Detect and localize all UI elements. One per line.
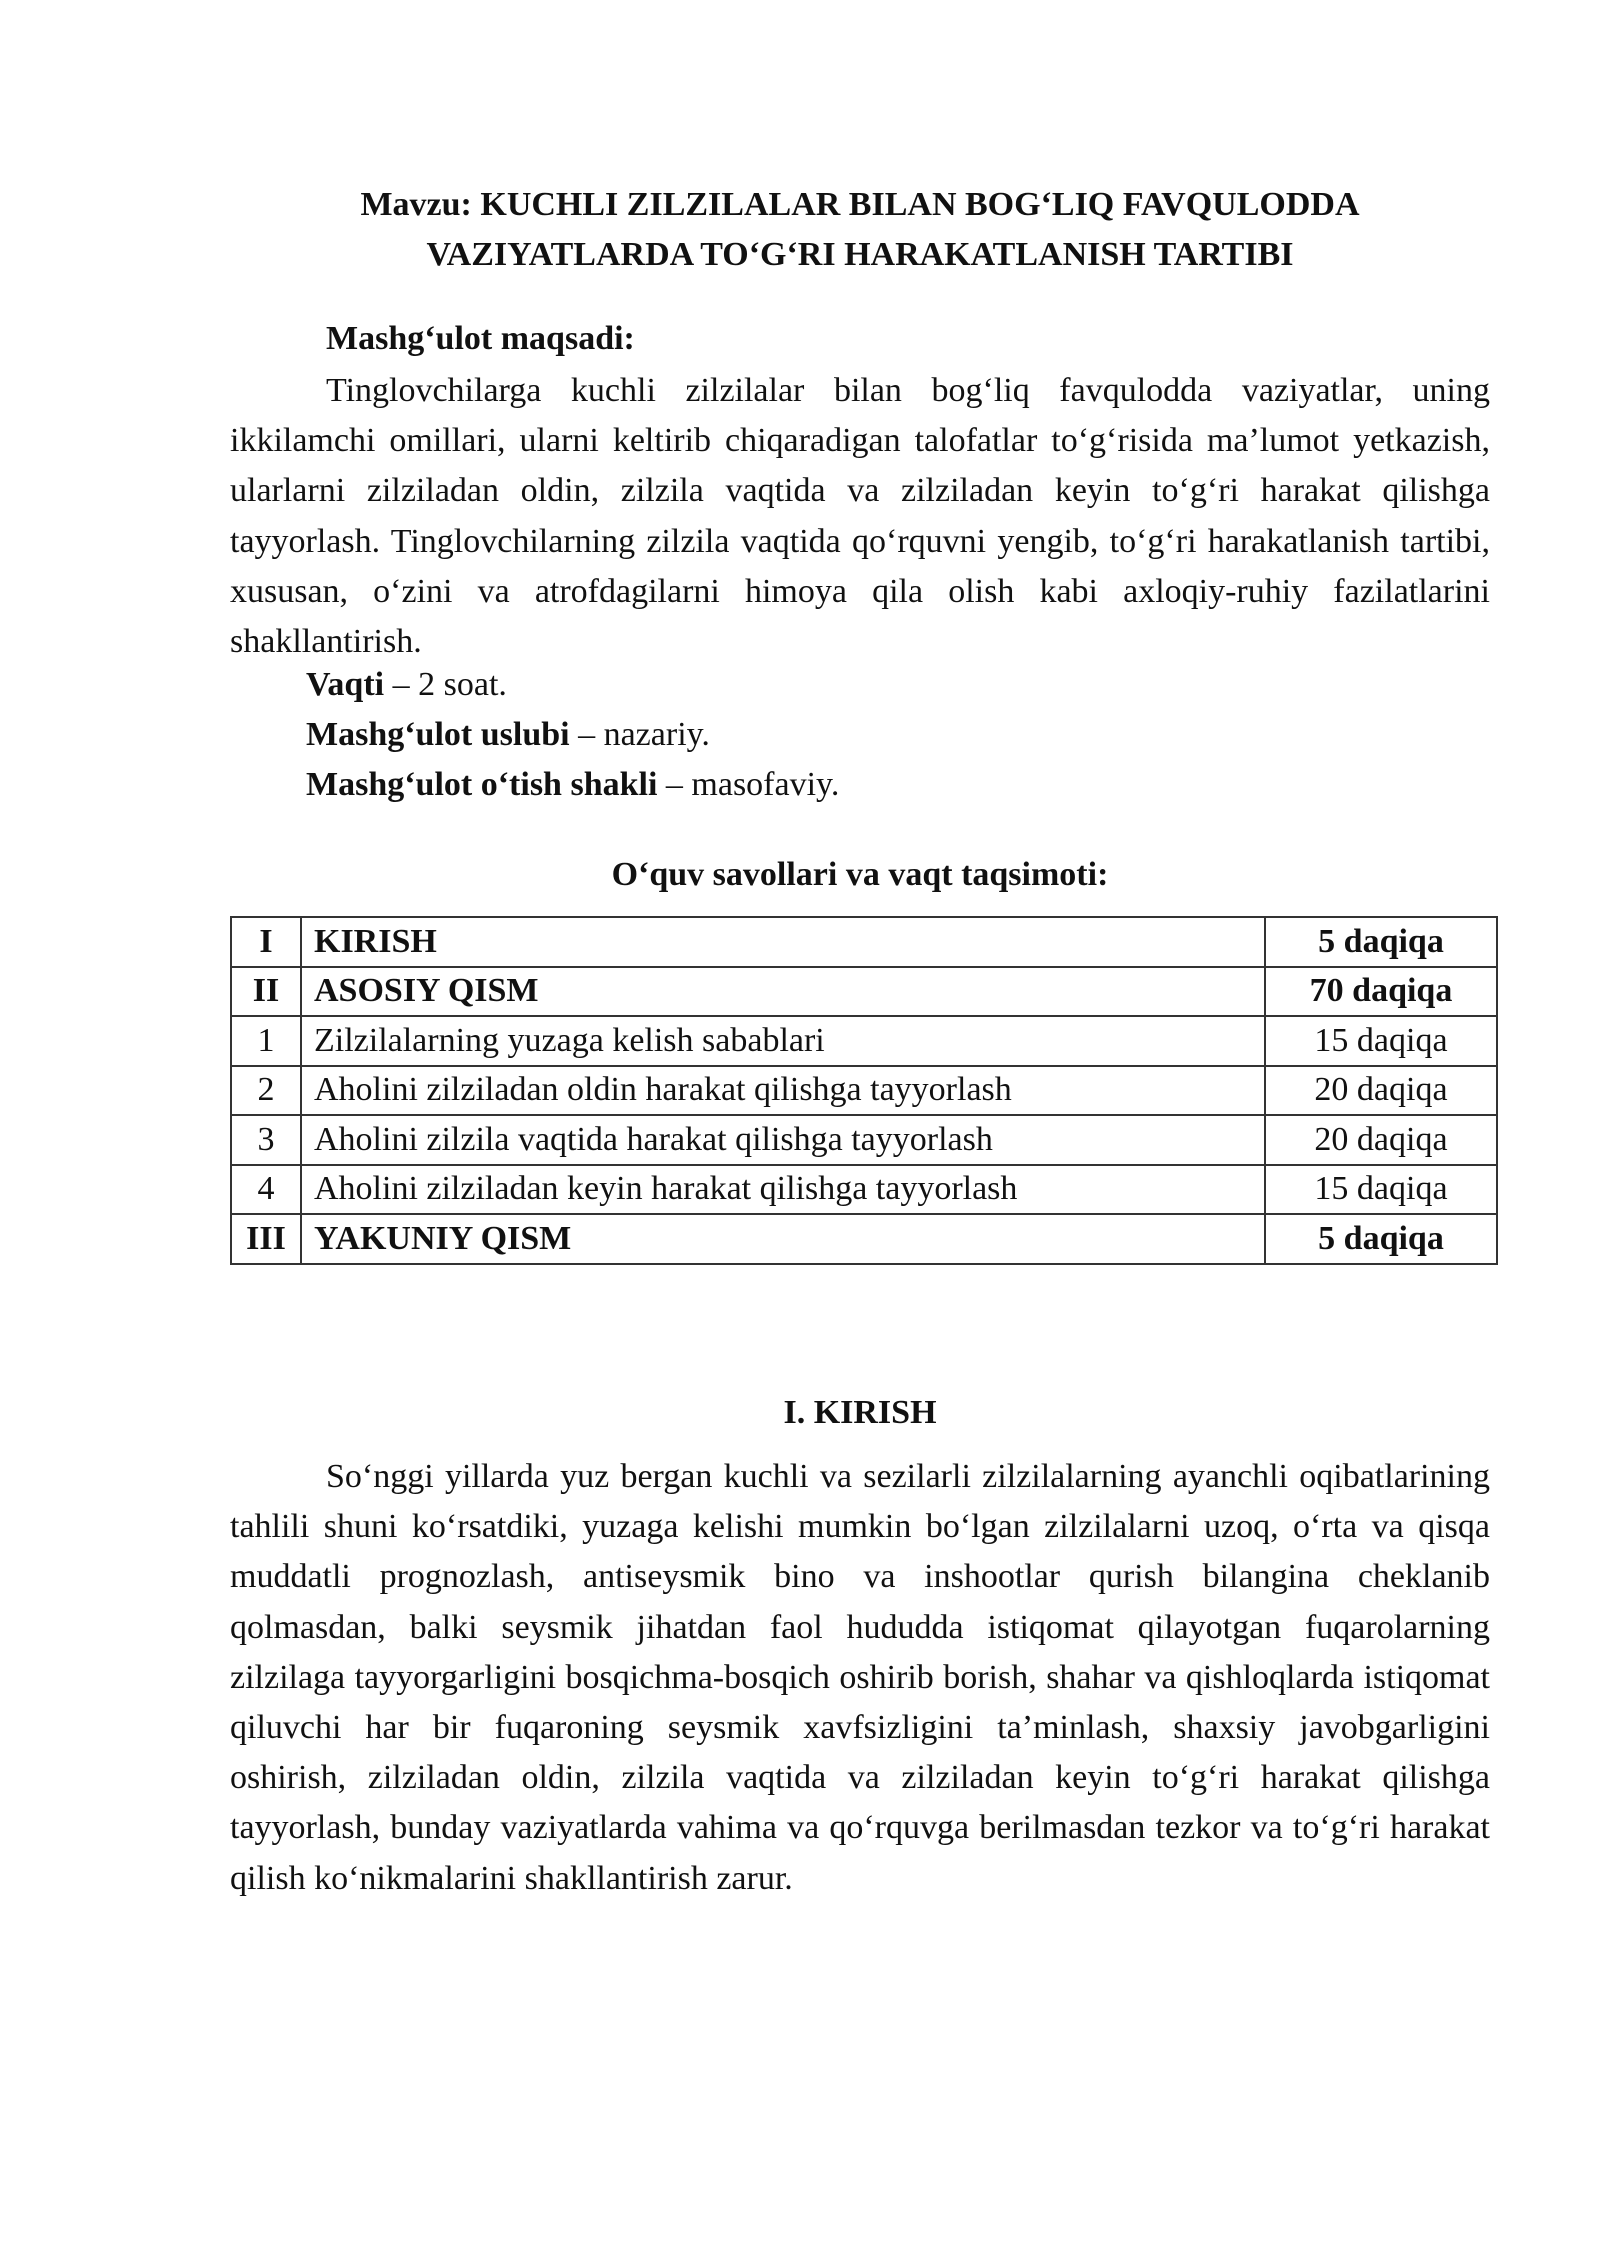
table-row xyxy=(231,1016,1497,1066)
row-topic: Aholini zilzila vaqtida harakat qilishga tayyorlash xyxy=(301,1115,1265,1165)
table-row xyxy=(231,1115,1497,1165)
row-topic: Aholini zilziladan oldin harakat qilishga tayyorlash xyxy=(301,1066,1265,1116)
meta-style-label: Mashg‘ulot uslubi xyxy=(306,716,570,753)
row-number: I xyxy=(231,917,301,967)
table-row xyxy=(231,1165,1497,1215)
row-topic: Aholini zilziladan keyin harakat qilishga tayyorlash xyxy=(301,1165,1265,1215)
row-duration: 20 daqiqa xyxy=(1265,1115,1497,1165)
schedule-table xyxy=(230,916,1498,1265)
row-topic: Zilzilalarning yuzaga kelish sabablari xyxy=(301,1016,1265,1066)
row-duration: 15 daqiqa xyxy=(1265,1016,1497,1066)
document-title xyxy=(230,180,1490,280)
row-duration: 20 daqiqa xyxy=(1265,1066,1497,1116)
row-number: 3 xyxy=(231,1115,301,1165)
meta-form-value: – masofaviy. xyxy=(657,766,840,803)
row-number: 4 xyxy=(231,1165,301,1215)
title-line-2: VAZIYATLARDA TO‘G‘RI HARAKATLANISH TARTIBI xyxy=(426,236,1294,273)
row-duration: 5 daqiqa xyxy=(1265,917,1497,967)
meta-time-label: Vaqti xyxy=(306,666,385,703)
row-duration: 70 daqiqa xyxy=(1265,967,1497,1017)
meta-time-value: – 2 soat. xyxy=(384,666,507,703)
meta-form-label: Mashg‘ulot o‘tish shakli xyxy=(306,766,658,803)
title-line-1: Mavzu: KUCHLI ZILZILALAR BILAN BOG‘LIQ FAVQULODDA xyxy=(360,186,1360,223)
row-number: II xyxy=(231,967,301,1017)
row-number: III xyxy=(231,1214,301,1264)
meta-style xyxy=(306,710,710,760)
table-row xyxy=(231,1214,1497,1264)
row-duration: 5 daqiqa xyxy=(1265,1214,1497,1264)
meta-time xyxy=(306,660,507,710)
goal-paragraph xyxy=(230,366,1490,667)
goal-heading: Mashg‘ulot maqsadi: xyxy=(326,320,635,357)
row-number: 1 xyxy=(231,1016,301,1066)
schedule-title: O‘quv savollari va vaqt taqsimoti: xyxy=(611,856,1109,893)
goal-text: Tinglovchilarga kuchli zilzilalar bilan bog‘liq favqulodda vaziyatlar, uning ikkilamchi omillari, ularni keltirib chiqaradigan talofatlar to‘g‘risida ma’lumot yetkazish, ularlarni zilziladan oldin, zilzila vaqtida va zilziladan keyin to‘g‘ri harakat qilishga tayyorlash. Tinglovchilarning zilzila vaqtida qo‘rquvni yengib, to‘g‘ri harakatlanish tartibi, xususan, o‘zini va atrofdagilarni himoya qila olish kabi axloqiy-ruhiy fazilatlarini shakllantirish. xyxy=(230,372,1490,661)
intro-text: So‘nggi yillarda yuz bergan kuchli va sezilarli zilzilalarning ayanchli oqibatlarining tahlili shuni ko‘rsatdiki, yuzaga kelishi mumkin bo‘lgan zilzilalarni uzoq, o‘rta va qisqa muddatli prognozlash, antiseysmik bino va inshootlar qurish bilangina cheklanib qolmasdan, balki seysmik jihatdan faol hududda istiqomat qilayotgan fuqarolarning zilzilaga tayyorgarligini bosqichma-bosqich oshirib borish, shahar va qishloqlarda istiqomat qiluvchi har bir fuqaroning seysmik xavfsizligini ta’minlash, shaxsiy javobgarligini oshirish, zilziladan oldin, zilzila vaqtida va zilziladan keyin to‘g‘ri harakat qilishga tayyorlash, bunday vaziyatlarda vahima va qo‘rquvga berilmasdan tezkor va to‘g‘ri harakat qilish ko‘nikmalarini shakllantirish zarur. xyxy=(230,1458,1490,1897)
table-row xyxy=(231,967,1497,1017)
row-topic: ASOSIY QISM xyxy=(301,967,1265,1017)
section-heading: I. KIRISH xyxy=(783,1394,937,1431)
intro-paragraph xyxy=(230,1452,1490,1904)
meta-style-value: – nazariy. xyxy=(569,716,710,753)
table-row xyxy=(231,1066,1497,1116)
row-number: 2 xyxy=(231,1066,301,1116)
table-row xyxy=(231,917,1497,967)
row-duration: 15 daqiqa xyxy=(1265,1165,1497,1215)
meta-form xyxy=(306,760,839,810)
row-topic: KIRISH xyxy=(301,917,1265,967)
row-topic: YAKUNIY QISM xyxy=(301,1214,1265,1264)
